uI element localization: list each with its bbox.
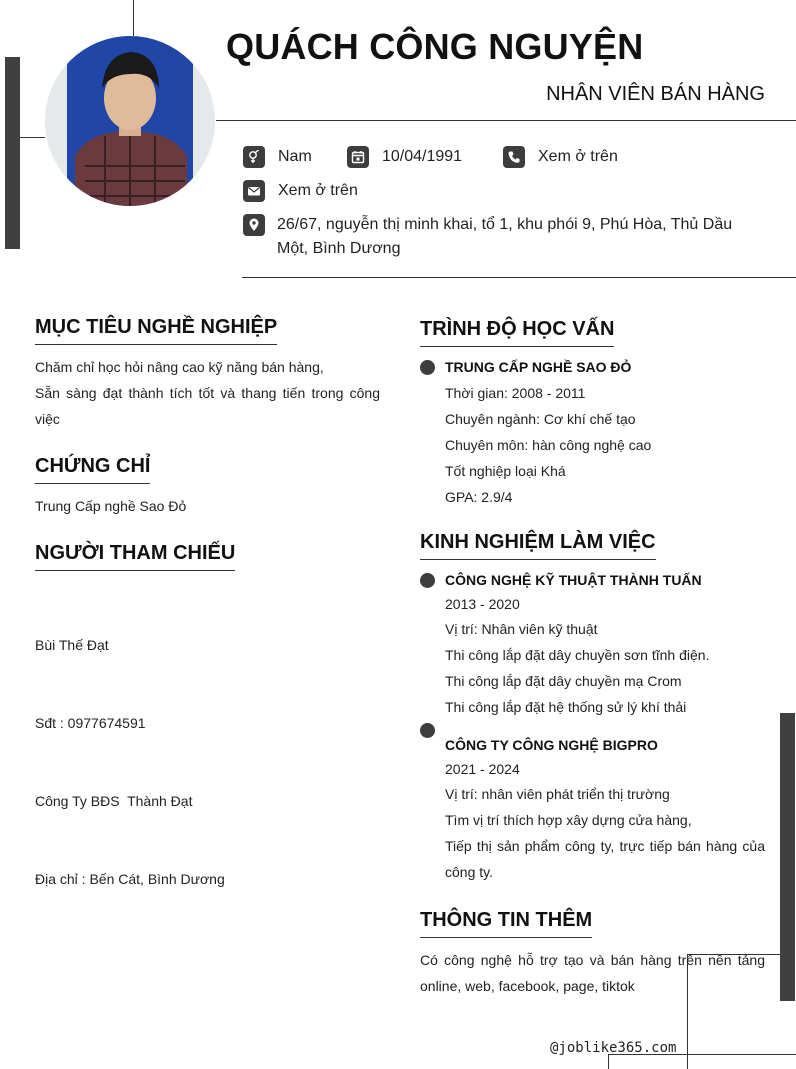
company-name: CÔNG TY CÔNG NGHỆ BIGPRO xyxy=(445,737,658,753)
objective-title: MỤC TIÊU NGHỀ NGHIỆP xyxy=(35,316,277,345)
calendar-icon xyxy=(347,146,369,168)
education-line: Thời gian: 2008 - 2011 xyxy=(445,385,586,401)
timeline-dot xyxy=(420,360,435,375)
map-pin-icon xyxy=(243,214,265,236)
birthday-value: 10/04/1991 xyxy=(382,148,463,165)
job-line: Vị trí: nhân viên phát triển thị trường xyxy=(445,786,670,802)
contact-phone xyxy=(503,146,618,168)
company-name: CÔNG NGHỆ KỸ THUẬT THÀNH TUẤN xyxy=(445,572,702,588)
contact-divider xyxy=(242,277,796,278)
reference-line: Sđt : 0977674591 xyxy=(35,715,146,731)
education-line: Chuyên môn: hàn công nghệ cao xyxy=(445,437,652,453)
profile-photo xyxy=(45,36,215,206)
timeline-dot xyxy=(420,573,435,588)
job-line: Thi công lắp đặt hệ thống sử lý khí thải xyxy=(445,699,687,715)
decorative-line xyxy=(608,1054,609,1069)
certificates-title: CHỨNG CHỈ xyxy=(35,455,150,484)
contact-birthday xyxy=(347,146,462,168)
job-line: Tiếp thị sản phẩm công ty, trực tiếp bán hàng của công ty. xyxy=(445,838,765,880)
education-entry xyxy=(445,354,765,510)
reference-line: Địa chỉ : Bến Cát, Bình Dương xyxy=(35,871,225,887)
objective-line: Chăm chỉ học hỏi nâng cao kỹ năng bán hàng, xyxy=(35,359,324,375)
gender-icon xyxy=(243,146,265,168)
decorative-bar-right xyxy=(780,713,795,1001)
education-line: GPA: 2.9/4 xyxy=(445,489,513,505)
job-period: 2013 - 2020 xyxy=(445,596,520,612)
contact-email xyxy=(243,180,358,202)
job-title: NHÂN VIÊN BÁN HÀNG xyxy=(546,83,765,105)
gender-value: Nam xyxy=(278,148,312,165)
job-entry xyxy=(445,732,765,885)
decorative-line xyxy=(133,0,134,36)
additional-text: Có công nghệ hỗ trợ tạo và bán hàng trên nền tảng online, web, facebook, page, tiktok xyxy=(420,952,765,994)
additional-title: THÔNG TIN THÊM xyxy=(420,909,592,938)
avatar xyxy=(45,36,215,206)
references-title: NGƯỜI THAM CHIẾU xyxy=(35,542,235,571)
email-value: Xem ở trên xyxy=(278,182,358,199)
timeline-dot xyxy=(420,723,435,738)
objective-line: Sẵn sàng đạt thành tích tốt và thang tiến trong công việc xyxy=(35,385,380,427)
job-line: Thi công lắp đặt dây chuyền mạ Crom xyxy=(445,673,682,689)
education-line: Tốt nghiệp loại Khá xyxy=(445,463,566,479)
experience-title: KINH NGHIỆM LÀM VIỆC xyxy=(420,531,656,560)
education-title: TRÌNH ĐỘ HỌC VẤN xyxy=(420,318,614,347)
job-entry xyxy=(445,567,765,720)
phone-value: Xem ở trên xyxy=(538,148,618,165)
candidate-name: QUÁCH CÔNG NGUYỆN xyxy=(226,26,644,67)
envelope-icon xyxy=(243,180,265,202)
certificate-item: Trung Cấp nghề Sao Đỏ xyxy=(35,498,187,514)
education-line: Chuyên ngành: Cơ khí chế tạo xyxy=(445,411,636,427)
contact-gender xyxy=(243,146,312,168)
references-text xyxy=(35,580,380,918)
reference-line: Công Ty BĐS Thành Đạt xyxy=(35,793,193,809)
phone-icon xyxy=(503,146,525,168)
watermark: @joblike365.com xyxy=(550,1040,677,1056)
decorative-bar-left xyxy=(5,57,20,249)
objective-text xyxy=(35,354,380,432)
header-divider xyxy=(216,120,796,121)
job-line: Vị trí: Nhân viên kỹ thuật xyxy=(445,621,598,637)
certificates-text xyxy=(35,493,380,519)
job-period: 2021 - 2024 xyxy=(445,761,520,777)
school-name: TRUNG CẤP NGHỀ SAO ĐỎ xyxy=(445,359,632,375)
decorative-line xyxy=(20,137,45,138)
job-line: Thi công lắp đặt dây chuyền sơn tĩnh điện. xyxy=(445,647,710,663)
job-line: Tìm vị trí thích hợp xây dựng cửa hàng, xyxy=(445,812,692,828)
reference-line: Bùi Thế Đạt xyxy=(35,637,109,653)
address-value: 26/67, nguyễn thị minh khai, tổ 1, khu phói 9, Phú Hòa, Thủ Dầu Một, Bình Dương xyxy=(277,216,733,257)
